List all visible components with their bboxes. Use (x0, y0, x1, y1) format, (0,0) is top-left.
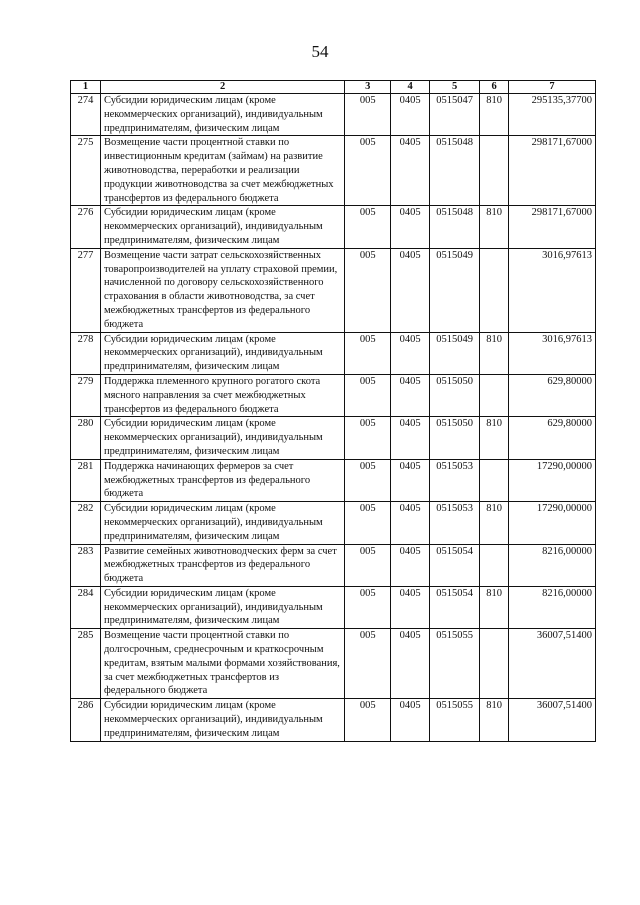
section-cell: 0405 (391, 502, 430, 544)
item-name-cell: Возмещение части затрат сельскохозяйственных товаропроизводителей на уплату страховой премии, начисленной по договору сельскохозяйственного страхования в области животноводства, за счет межбюджетных трансфертов из федерального бюджета (100, 248, 344, 332)
code-cell: 005 (345, 629, 391, 699)
section-cell: 0405 (391, 544, 430, 586)
section-cell: 0405 (391, 374, 430, 416)
code-cell: 005 (345, 206, 391, 248)
table-row (71, 629, 596, 699)
target-article-cell: 0515050 (430, 417, 480, 459)
section-cell: 0405 (391, 248, 430, 332)
code-cell: 005 (345, 136, 391, 206)
row-number-cell: 282 (71, 502, 101, 544)
column-header: 1 (71, 81, 101, 94)
amount-cell: 629,80000 (509, 417, 596, 459)
section-cell: 0405 (391, 699, 430, 741)
item-name-cell: Поддержка начинающих фермеров за счет межбюджетных трансфертов из федерального бюджета (100, 459, 344, 501)
item-name-cell: Субсидии юридическим лицам (кроме некоммерческих организаций), индивидуальным предпринимателям, физическим лицам (100, 206, 344, 248)
column-header: 2 (100, 81, 344, 94)
amount-cell: 36007,51400 (509, 699, 596, 741)
row-number-cell: 281 (71, 459, 101, 501)
expense-type-cell: 810 (480, 502, 509, 544)
row-number-cell: 285 (71, 629, 101, 699)
amount-cell: 17290,00000 (509, 502, 596, 544)
item-name-cell: Поддержка племенного крупного рогатого скота мясного направления за счет межбюджетных трансфертов из федерального бюджета (100, 374, 344, 416)
expense-type-cell (480, 136, 509, 206)
amount-cell: 3016,97613 (509, 332, 596, 374)
section-cell: 0405 (391, 136, 430, 206)
code-cell: 005 (345, 332, 391, 374)
row-number-cell: 279 (71, 374, 101, 416)
column-header: 7 (509, 81, 596, 94)
item-name-cell: Субсидии юридическим лицам (кроме некоммерческих организаций), индивидуальным предпринимателям, физическим лицам (100, 586, 344, 628)
item-name-cell: Субсидии юридическим лицам (кроме некоммерческих организаций), индивидуальным предпринимателям, физическим лицам (100, 699, 344, 741)
column-header: 3 (345, 81, 391, 94)
table-row (71, 459, 596, 501)
expense-type-cell: 810 (480, 699, 509, 741)
item-name-cell: Субсидии юридическим лицам (кроме некоммерческих организаций), индивидуальным предпринимателям, физическим лицам (100, 417, 344, 459)
item-name-cell: Возмещение части процентной ставки по инвестиционным кредитам (займам) на развитие животноводства, переработки и реализации продукции животноводства за счет межбюджетных трансфертов из федерального бюджета (100, 136, 344, 206)
amount-cell: 8216,00000 (509, 586, 596, 628)
target-article-cell: 0515054 (430, 544, 480, 586)
table-row (71, 94, 596, 136)
section-cell: 0405 (391, 332, 430, 374)
code-cell: 005 (345, 248, 391, 332)
code-cell: 005 (345, 459, 391, 501)
expense-type-cell: 810 (480, 586, 509, 628)
section-cell: 0405 (391, 94, 430, 136)
table-header-row (71, 81, 596, 94)
amount-cell: 17290,00000 (509, 459, 596, 501)
table-row (71, 544, 596, 586)
expense-type-cell (480, 459, 509, 501)
expense-type-cell: 810 (480, 206, 509, 248)
code-cell: 005 (345, 586, 391, 628)
section-cell: 0405 (391, 586, 430, 628)
page-number: 54 (311, 42, 329, 61)
item-name-cell: Субсидии юридическим лицам (кроме некоммерческих организаций), индивидуальным предпринимателям, физическим лицам (100, 332, 344, 374)
amount-cell: 298171,67000 (509, 136, 596, 206)
target-article-cell: 0515050 (430, 374, 480, 416)
table-row (71, 136, 596, 206)
amount-cell: 629,80000 (509, 374, 596, 416)
row-number-cell: 278 (71, 332, 101, 374)
amount-cell: 298171,67000 (509, 206, 596, 248)
item-name-cell: Субсидии юридическим лицам (кроме некоммерческих организаций), индивидуальным предпринимателям, физическим лицам (100, 502, 344, 544)
section-cell: 0405 (391, 206, 430, 248)
item-name-cell: Развитие семейных животноводческих ферм за счет межбюджетных трансфертов из федерального бюджета (100, 544, 344, 586)
table-row (71, 417, 596, 459)
section-cell: 0405 (391, 459, 430, 501)
amount-cell: 295135,37700 (509, 94, 596, 136)
target-article-cell: 0515054 (430, 586, 480, 628)
target-article-cell: 0515048 (430, 206, 480, 248)
code-cell: 005 (345, 502, 391, 544)
row-number-cell: 275 (71, 136, 101, 206)
section-cell: 0405 (391, 629, 430, 699)
row-number-cell: 276 (71, 206, 101, 248)
target-article-cell: 0515048 (430, 136, 480, 206)
budget-table (70, 80, 596, 742)
table-row (71, 502, 596, 544)
amount-cell: 8216,00000 (509, 544, 596, 586)
table-row (71, 206, 596, 248)
item-name-cell: Возмещение части процентной ставки по долгосрочным, среднесрочным и краткосрочным кредитам, взятым малыми формами хозяйствования, за счет межбюджетных трансфертов из федерального бюджета (100, 629, 344, 699)
table-row (71, 699, 596, 741)
target-article-cell: 0515053 (430, 502, 480, 544)
item-name-cell: Субсидии юридическим лицам (кроме некоммерческих организаций), индивидуальным предпринимателям, физическим лицам (100, 94, 344, 136)
column-header: 6 (480, 81, 509, 94)
code-cell: 005 (345, 94, 391, 136)
code-cell: 005 (345, 417, 391, 459)
expense-type-cell: 810 (480, 94, 509, 136)
target-article-cell: 0515049 (430, 248, 480, 332)
target-article-cell: 0515053 (430, 459, 480, 501)
expense-type-cell (480, 629, 509, 699)
row-number-cell: 277 (71, 248, 101, 332)
row-number-cell: 284 (71, 586, 101, 628)
row-number-cell: 283 (71, 544, 101, 586)
expense-type-cell (480, 248, 509, 332)
table-row (71, 248, 596, 332)
table-row (71, 332, 596, 374)
row-number-cell: 274 (71, 94, 101, 136)
section-cell: 0405 (391, 417, 430, 459)
row-number-cell: 280 (71, 417, 101, 459)
amount-cell: 36007,51400 (509, 629, 596, 699)
code-cell: 005 (345, 544, 391, 586)
table-row (71, 374, 596, 416)
column-header: 4 (391, 81, 430, 94)
code-cell: 005 (345, 374, 391, 416)
target-article-cell: 0515047 (430, 94, 480, 136)
amount-cell: 3016,97613 (509, 248, 596, 332)
row-number-cell: 286 (71, 699, 101, 741)
column-header: 5 (430, 81, 480, 94)
target-article-cell: 0515055 (430, 629, 480, 699)
table-row (71, 586, 596, 628)
expense-type-cell: 810 (480, 332, 509, 374)
expense-type-cell (480, 374, 509, 416)
code-cell: 005 (345, 699, 391, 741)
expense-type-cell: 810 (480, 417, 509, 459)
expense-type-cell (480, 544, 509, 586)
target-article-cell: 0515049 (430, 332, 480, 374)
target-article-cell: 0515055 (430, 699, 480, 741)
